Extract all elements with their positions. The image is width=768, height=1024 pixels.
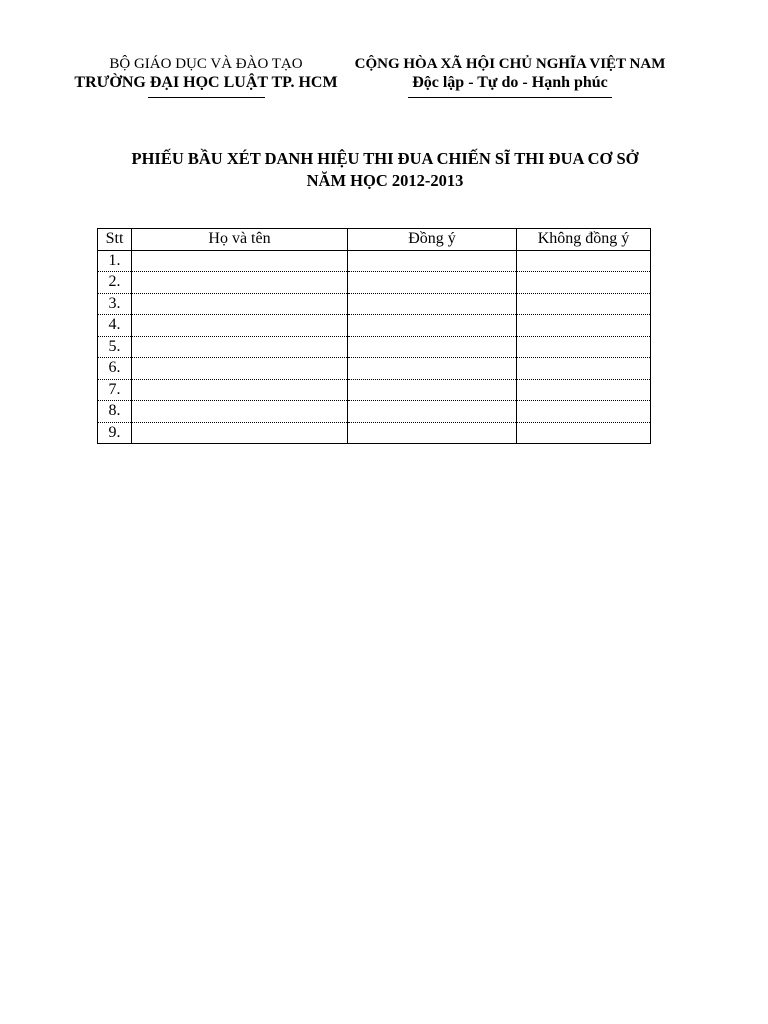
agree-cell[interactable] [348,379,517,401]
agree-cell[interactable] [348,250,517,272]
table-row [98,336,651,358]
country-name: CỘNG HÒA XÃ HỘI CHỦ NGHĨA VIỆT NAM [354,56,666,72]
national-motto: Độc lập - Tự do - Hạnh phúc [412,74,608,91]
header-right-block [350,55,670,98]
agree-cell[interactable] [348,272,517,294]
table-row [98,358,651,380]
disagree-cell[interactable] [517,293,651,315]
document-title [60,148,710,192]
name-cell[interactable] [132,422,348,444]
disagree-cell[interactable] [517,315,651,337]
name-cell[interactable] [132,272,348,294]
agree-cell[interactable] [348,336,517,358]
title-line-1: PHIẾU BẦU XÉT DANH HIỆU THI ĐUA CHIẾN SĨ THI ĐUA CƠ SỞ [131,149,639,168]
disagree-cell[interactable] [517,379,651,401]
column-header-agree: Đồng ý [348,229,517,251]
table-row [98,422,651,444]
row-number: 1. [98,250,132,272]
header-right-underline [408,97,612,98]
disagree-cell[interactable] [517,358,651,380]
agree-cell[interactable] [348,293,517,315]
agree-cell[interactable] [348,358,517,380]
disagree-cell[interactable] [517,336,651,358]
table-header-row [98,229,651,251]
row-number: 5. [98,336,132,358]
agree-cell[interactable] [348,315,517,337]
ballot-table [97,228,651,444]
school-name: TRƯỜNG ĐẠI HỌC LUẬT TP. HCM [74,74,338,91]
agree-cell[interactable] [348,422,517,444]
disagree-cell[interactable] [517,272,651,294]
column-header-name: Họ và tên [132,229,348,251]
disagree-cell[interactable] [517,401,651,423]
row-number: 3. [98,293,132,315]
row-number: 2. [98,272,132,294]
name-cell[interactable] [132,315,348,337]
row-number: 9. [98,422,132,444]
name-cell[interactable] [132,401,348,423]
name-cell[interactable] [132,336,348,358]
row-number: 6. [98,358,132,380]
table-row [98,379,651,401]
table-row [98,250,651,272]
row-number: 8. [98,401,132,423]
table-row [98,293,651,315]
row-number: 4. [98,315,132,337]
name-cell[interactable] [132,358,348,380]
name-cell[interactable] [132,293,348,315]
table-row [98,401,651,423]
column-header-stt: Stt [98,229,132,251]
name-cell[interactable] [132,379,348,401]
disagree-cell[interactable] [517,422,651,444]
table-row [98,315,651,337]
table-row [98,272,651,294]
title-line-2: NĂM HỌC 2012-2013 [306,171,464,190]
name-cell[interactable] [132,250,348,272]
disagree-cell[interactable] [517,250,651,272]
header-left-underline [148,97,265,98]
header-left-block [60,55,352,98]
agree-cell[interactable] [348,401,517,423]
column-header-disagree: Không đồng ý [517,229,651,251]
ministry-name: BỘ GIÁO DỤC VÀ ĐÀO TẠO [109,56,303,72]
row-number: 7. [98,379,132,401]
